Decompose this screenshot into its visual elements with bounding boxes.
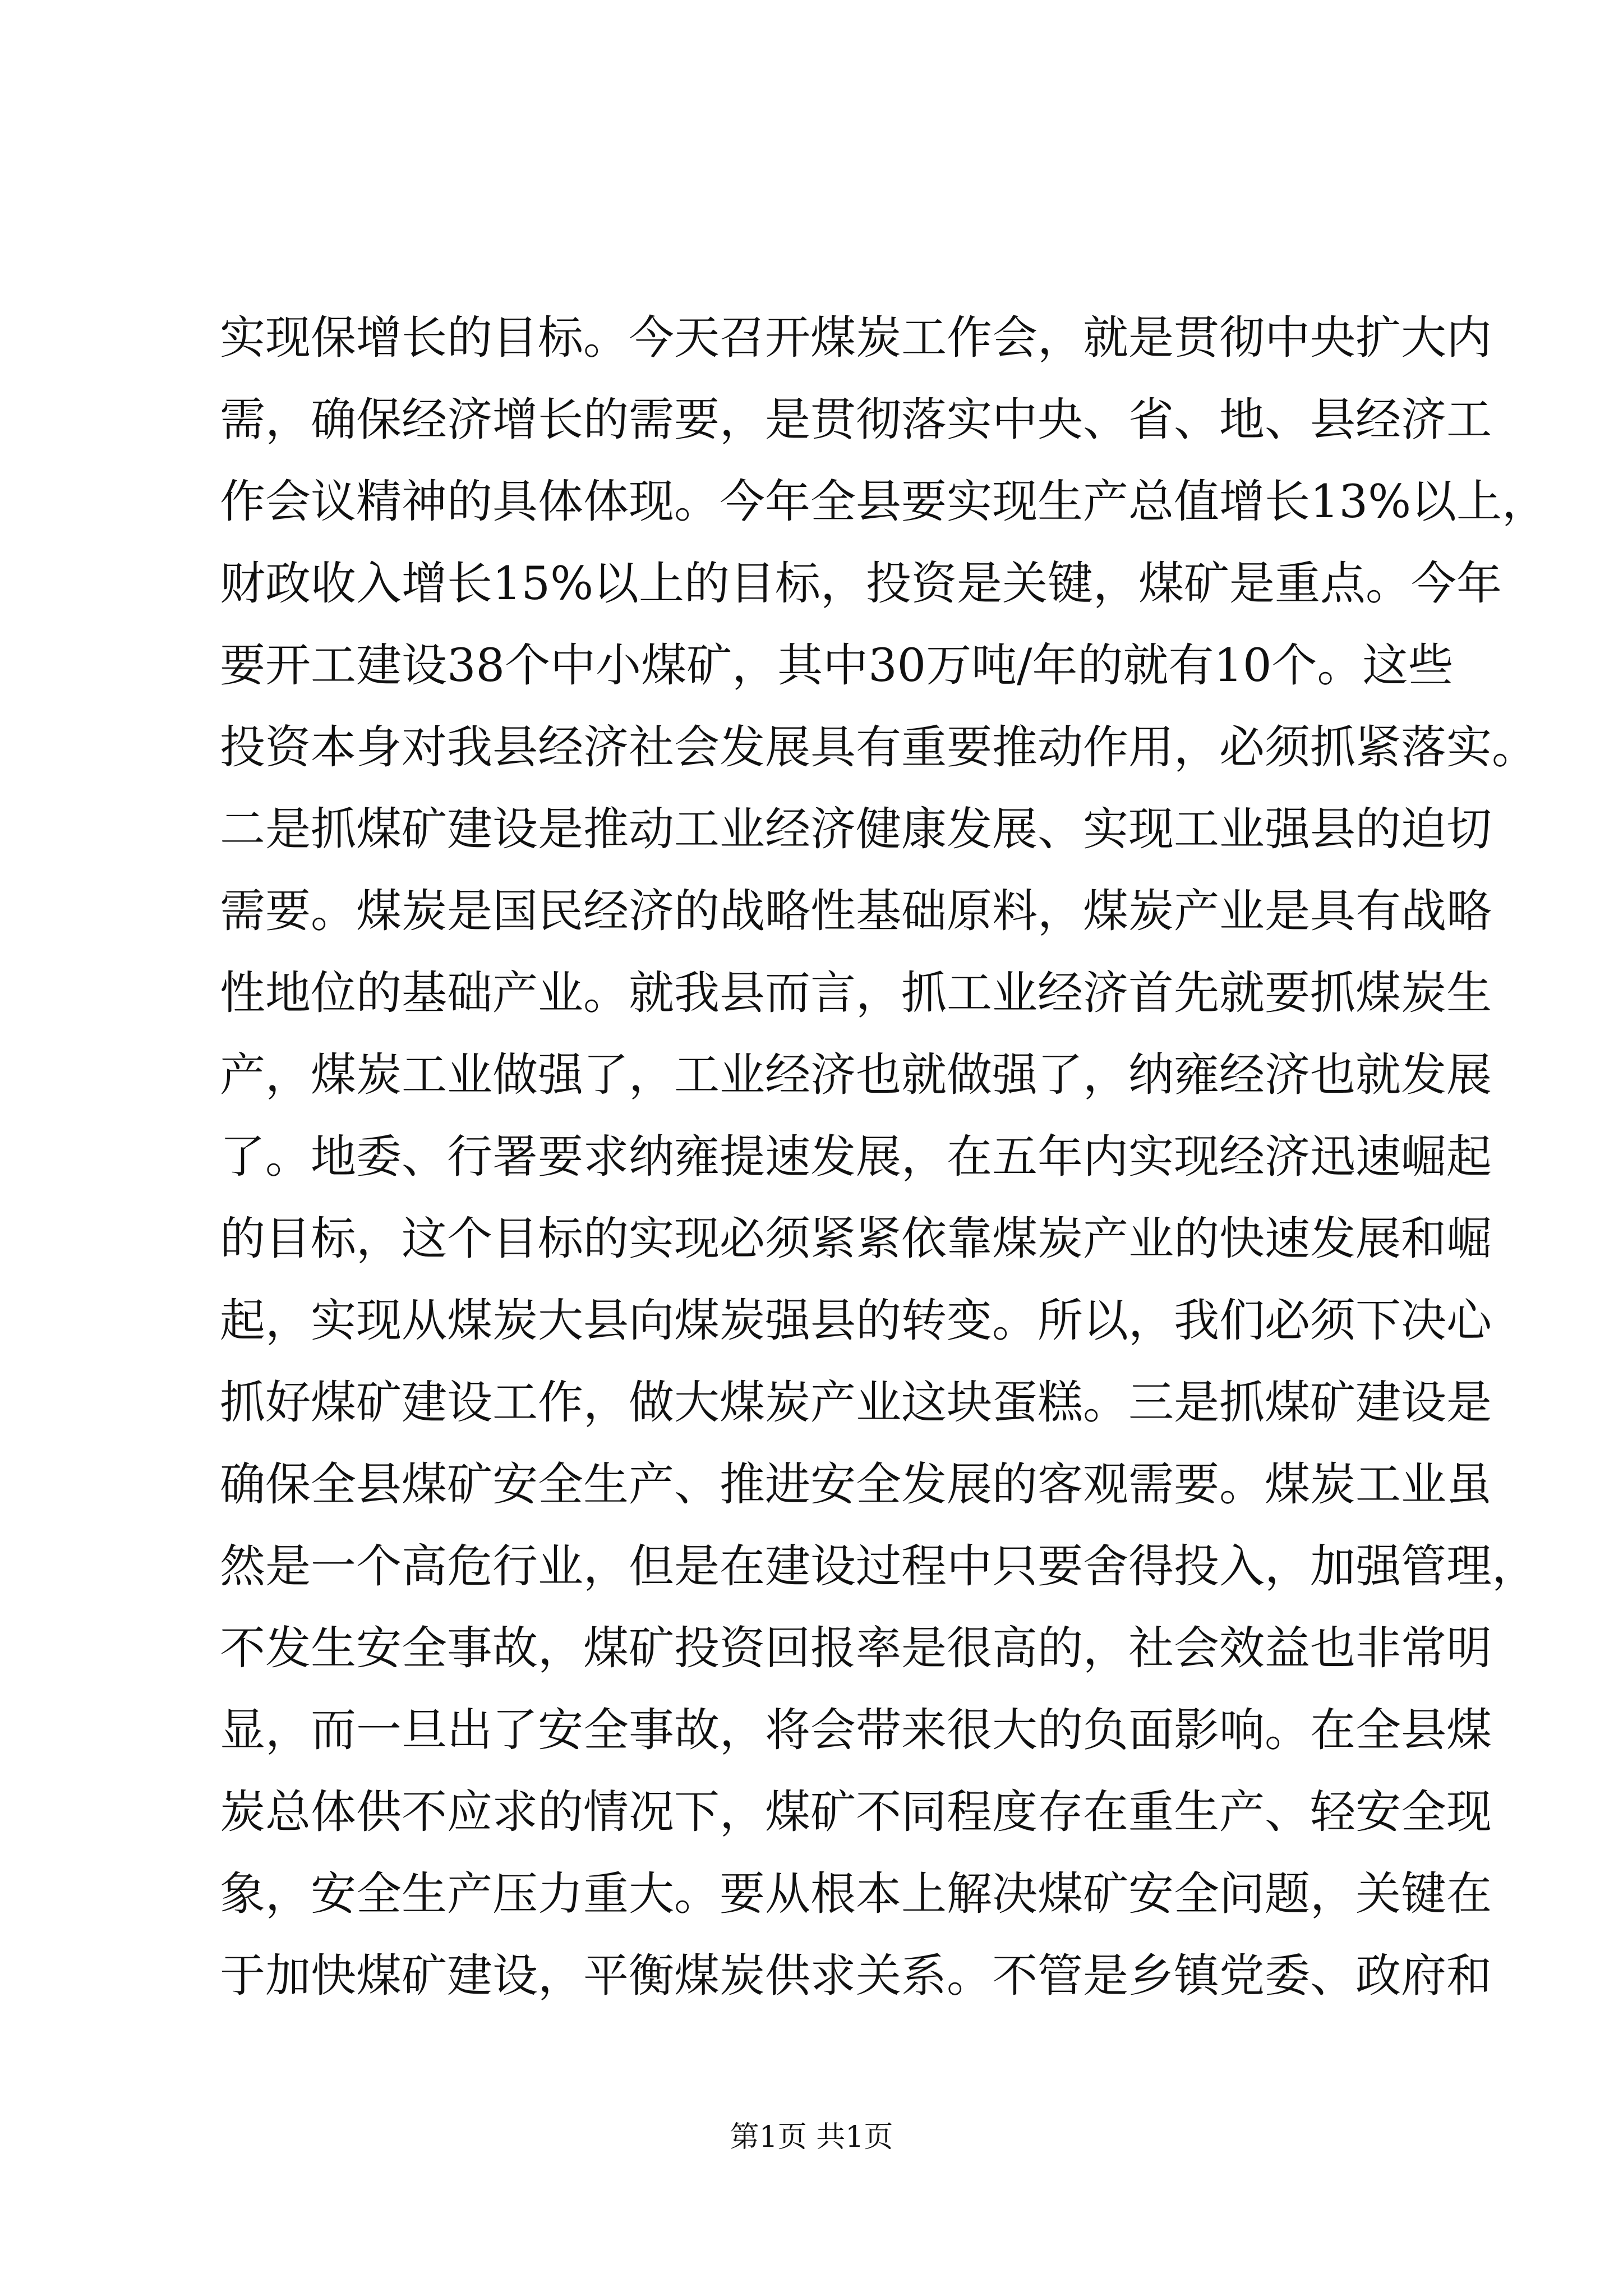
page-footer bbox=[0, 2115, 1623, 2160]
text-line: 的目标，这个目标的实现必须紧紧依靠煤炭产业的快速发展和崛 bbox=[220, 1213, 1492, 1266]
page-number-label: 第1页 共1页 bbox=[730, 2120, 893, 2154]
text-line: 二是抓煤矿建设是推动工业经济健康发展、实现工业强县的迫切 bbox=[220, 803, 1492, 856]
text-line: 产，煤炭工业做强了，工业经济也就做强了，纳雍经济也就发展 bbox=[220, 1049, 1492, 1102]
text-line: 然是一个高危行业，但是在建设过程中只要舍得投入，加强管理， bbox=[220, 1540, 1538, 1593]
text-line: 需要。煤炭是国民经济的战略性基础原料，煤炭产业是具有战略 bbox=[220, 885, 1492, 938]
text-line: 投资本身对我县经济社会发展具有重要推动作用，必须抓紧落实。 bbox=[220, 721, 1538, 774]
text-line: 确保全县煤矿安全生产、推进安全发展的客观需要。煤炭工业虽 bbox=[220, 1458, 1492, 1511]
text-line: 需，确保经济增长的需要，是贯彻落实中央、省、地、县经济工 bbox=[220, 394, 1492, 447]
text-line: 抓好煤矿建设工作，做大煤炭产业这块蛋糕。三是抓煤矿建设是 bbox=[220, 1377, 1492, 1429]
text-line: 性地位的基础产业。就我县而言，抓工业经济首先就要抓煤炭生 bbox=[220, 967, 1492, 1020]
text-line: 于加快煤矿建设，平衡煤炭供求关系。不管是乡镇党委、政府和 bbox=[220, 1950, 1492, 2003]
text-line: 了。地委、行署要求纳雍提速发展，在五年内实现经济迅速崛起 bbox=[220, 1131, 1492, 1184]
text-line: 不发生安全事故，煤矿投资回报率是很高的，社会效益也非常明 bbox=[220, 1622, 1492, 1675]
text-line: 起，实现从煤炭大县向煤炭强县的转变。所以，我们必须下决心 bbox=[220, 1295, 1492, 1347]
body-text bbox=[220, 297, 1548, 2017]
text-line: 显，而一旦出了安全事故，将会带来很大的负面影响。在全县煤 bbox=[220, 1704, 1492, 1757]
text-line: 要开工建设38个中小煤矿，其中30万吨/年的就有10个。这些 bbox=[220, 639, 1454, 692]
text-line: 实现保增长的目标。今天召开煤炭工作会，就是贯彻中央扩大内 bbox=[220, 312, 1492, 365]
text-line: 炭总体供不应求的情况下，煤矿不同程度存在重生产、轻安全现 bbox=[220, 1786, 1492, 1839]
text-line: 象，安全生产压力重大。要从根本上解决煤矿安全问题，关键在 bbox=[220, 1868, 1492, 1921]
text-line: 财政收入增长15%以上的目标，投资是关键，煤矿是重点。今年 bbox=[220, 558, 1502, 610]
text-line: 作会议精神的具体体现。今年全县要实现生产总值增长13%以上， bbox=[220, 476, 1548, 528]
